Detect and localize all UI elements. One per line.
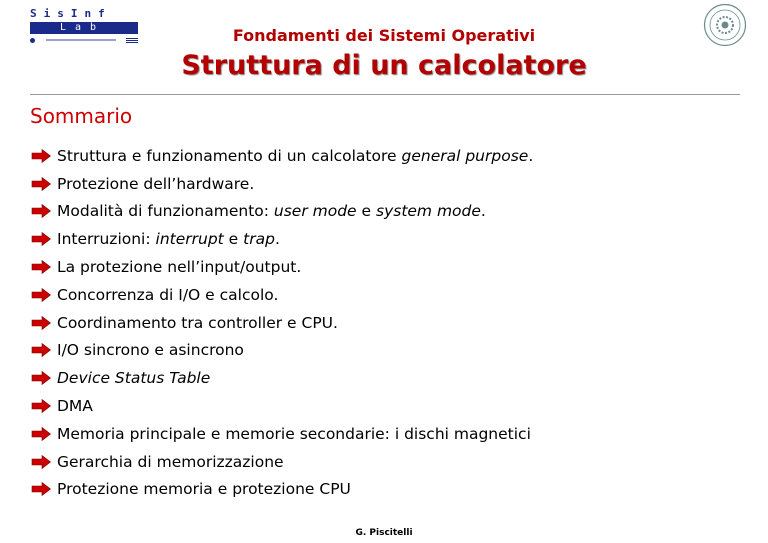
- list-item-text: [57, 175, 254, 193]
- arrow-bullet-icon: [30, 316, 52, 330]
- logo-text-sisinf: SisInf: [30, 7, 112, 20]
- arrow-bullet-icon: [30, 427, 52, 441]
- list-item-text: [57, 230, 280, 248]
- list-item-text: [57, 202, 486, 220]
- list-item: [30, 253, 533, 281]
- item-text-plain: Struttura e funzionamento di un calcolatore: [57, 146, 402, 165]
- item-text-plain: .: [480, 202, 486, 221]
- item-text-plain: Protezione memoria e protezione CPU: [57, 480, 351, 499]
- item-text-plain: Interruzioni:: [57, 230, 156, 249]
- arrow-bullet-icon: [30, 204, 52, 218]
- list-item: [30, 476, 533, 504]
- item-text-plain: La protezione nell’input/output.: [57, 258, 302, 277]
- item-text-plain: I/O sincrono e asincrono: [57, 341, 244, 360]
- list-item-text: [57, 314, 338, 332]
- list-item: [30, 448, 533, 476]
- list-item-text: [57, 258, 301, 276]
- list-item-text: [57, 453, 284, 471]
- arrow-bullet-icon: [30, 288, 52, 302]
- list-item-text: [57, 397, 93, 415]
- item-text-plain: e: [356, 202, 376, 221]
- list-item: [30, 281, 533, 309]
- arrow-bullet-icon: [30, 260, 52, 274]
- item-text-italic: system mode: [376, 202, 481, 221]
- list-item: [30, 198, 533, 226]
- list-item-text: [57, 147, 533, 165]
- item-text-plain: Modalità di funzionamento:: [57, 202, 274, 221]
- item-text-plain: Protezione dell’hardware.: [57, 174, 255, 193]
- list-item-text: [57, 480, 351, 498]
- arrow-bullet-icon: [30, 482, 52, 496]
- list-item: [30, 170, 533, 198]
- list-item: [30, 309, 533, 337]
- list-item: [30, 420, 533, 448]
- list-item: [30, 364, 533, 392]
- arrow-bullet-icon: [30, 177, 52, 191]
- item-text-italic: interrupt: [155, 230, 224, 249]
- arrow-bullet-icon: [30, 371, 52, 385]
- item-text-plain: .: [274, 230, 280, 249]
- logo-text-lab: Lab: [30, 22, 138, 34]
- slide-title: Struttura di un calcolatore: [181, 50, 587, 81]
- list-item: [30, 142, 533, 170]
- list-item-text: [57, 341, 244, 359]
- list-item-text: [57, 369, 210, 387]
- list-item-text: [57, 286, 278, 304]
- section-title: Sommario: [30, 104, 133, 128]
- item-text-plain: Coordinamento tra controller e CPU.: [57, 313, 338, 332]
- course-title: Fondamenti dei Sistemi Operativi: [232, 26, 536, 45]
- summary-list: [30, 142, 533, 503]
- list-item-text: [57, 425, 531, 443]
- item-text-plain: .: [528, 146, 534, 165]
- list-item: [30, 392, 533, 420]
- item-text-plain: e: [223, 230, 244, 249]
- footer-author: G. Piscitelli: [355, 528, 413, 538]
- header-divider: [30, 94, 740, 95]
- arrow-bullet-icon: [30, 343, 52, 357]
- list-item: [30, 225, 533, 253]
- item-text-plain: Gerarchia di memorizzazione: [57, 452, 284, 471]
- item-text-italic: trap: [243, 230, 275, 249]
- item-text-italic: Device Status Table: [57, 369, 211, 388]
- item-text-plain: DMA: [57, 397, 93, 416]
- item-text-italic: user mode: [273, 202, 357, 221]
- item-text-italic: general purpose: [401, 146, 529, 165]
- arrow-bullet-icon: [30, 232, 52, 246]
- list-item: [30, 337, 533, 365]
- arrow-bullet-icon: [30, 455, 52, 469]
- arrow-bullet-icon: [30, 149, 52, 163]
- arrow-bullet-icon: [30, 399, 52, 413]
- item-text-plain: Concorrenza di I/O e calcolo.: [57, 285, 279, 304]
- item-text-plain: Memoria principale e memorie secondarie: i dischi magnetici: [57, 424, 531, 443]
